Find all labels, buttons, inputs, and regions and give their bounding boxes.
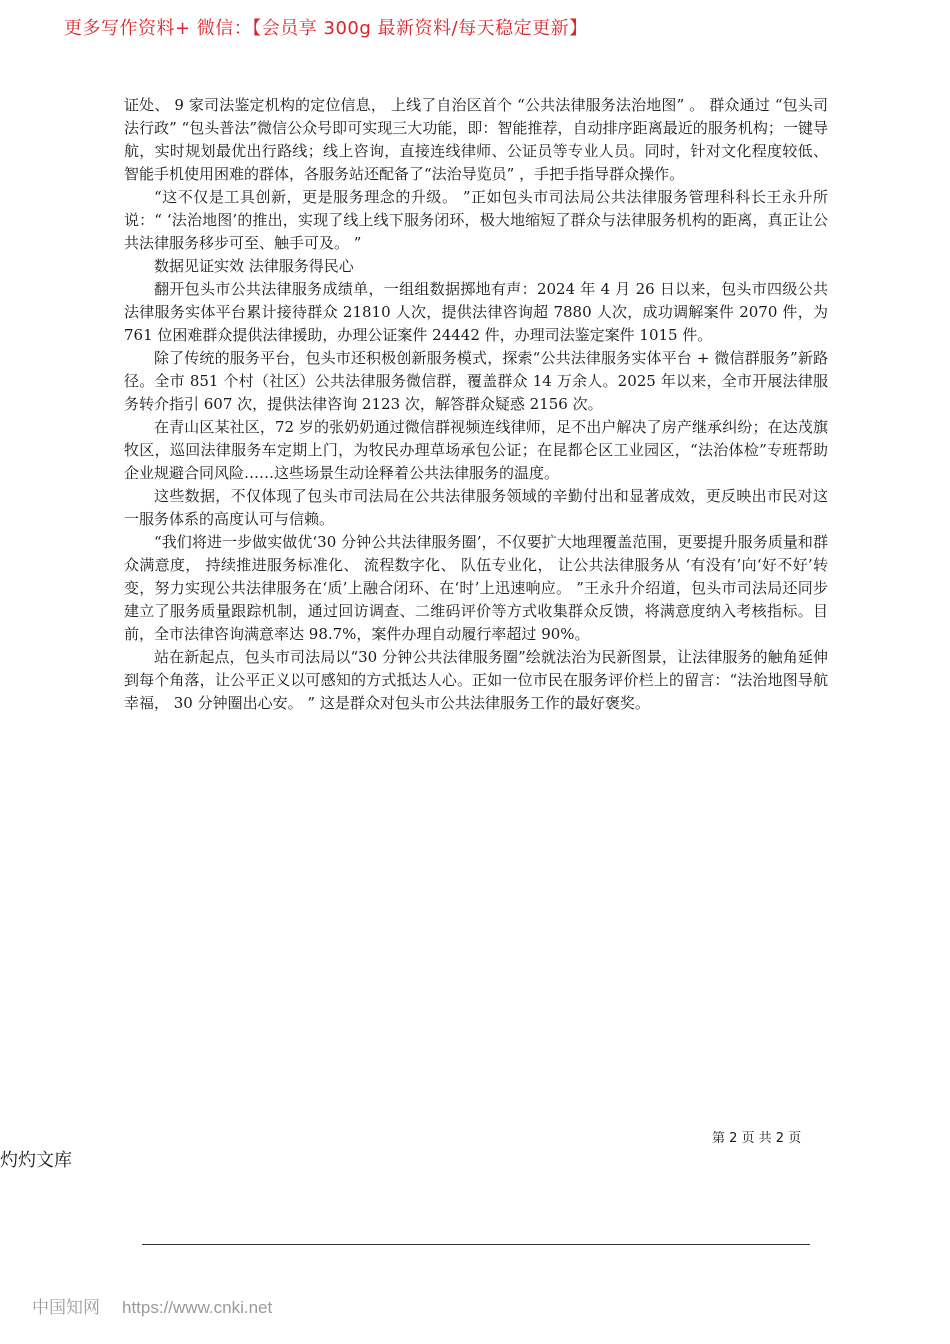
article-body bbox=[124, 94, 828, 715]
library-watermark: 灼灼文库 bbox=[0, 1150, 72, 1171]
paragraph: 这些数据，不仅体现了包头市司法局在公共法律服务领域的辛勤付出和显著成效，更反映出市民对这一服务体系的高度认可与信赖。 bbox=[124, 487, 828, 528]
paragraph: “我们将进一步做实做优‘30 分钟公共法律服务圈’，不仅要扩大地理覆盖范围，更要提升服务质量和群众满意度， 持续推进服务标准化、 流程数字化、 队伍专业化， 让公共法律服务从 ‘有没有’向‘好不好’转变，努力实现公共法律服务在‘质’上融合闭环、在‘时’上迅速响应。 ”王永升介绍道，包头市司法局还同步建立了服务质量跟踪机制，通过回访调查、二维码评价等方式收集群众反馈，将满意度纳入考核指标。目前，全市法律咨询满意率达 98.7%，案件办理自动履行率超过 90%。 bbox=[124, 533, 828, 643]
paragraph: 站在新起点，包头市司法局以“30 分钟公共法律服务圈”绘就法治为民新图景，让法律服务的触角延伸到每个角落，让公平正义以可感知的方式抵达人心。正如一位市民在服务评价栏上的留言：“法治地图导航幸福， 30 分钟圈出心安。 ” 这是群众对包头市公共法律服务工作的最好褒奖。 bbox=[124, 648, 828, 712]
footer-source bbox=[32, 1293, 294, 1318]
paragraph: 证处、 9 家司法鉴定机构的定位信息， 上线了自治区首个 “公共法律服务法治地图” 。 群众通过 “包头司法行政” “包头普法”微信公众号即可实现三大功能，即：智能推荐，自动排序距离最近的服务机构；一键导航，实时规划最优出行路线；线上咨询，直接连线律师、公证员等专业人员。同时，针对文化程度较低、智能手机使用困难的群体，各服务站还配备了“法治导览员” ，手把手指导群众操作。 bbox=[124, 96, 828, 183]
paragraph: “这不仅是工具创新，更是服务理念的升级。 ”正如包头市司法局公共法律服务管理科科长王永升所说：“ ‘法治地图’的推出，实现了线上线下服务闭环，极大地缩短了群众与法律服务机构的距离，真正让公共法律服务移步可至、触手可及。 ” bbox=[124, 188, 828, 252]
promo-banner: 更多写作资料+ 微信：【会员享 300g 最新资料/每天稳定更新】 bbox=[64, 18, 588, 39]
section-heading: 数据见证实效 法律服务得民心 bbox=[154, 257, 354, 275]
footer-divider bbox=[142, 1244, 810, 1245]
footer-site-name: 中国知网 bbox=[32, 1298, 100, 1317]
paragraph: 除了传统的服务平台，包头市还积极创新服务模式，探索“公共法律服务实体平台 + 微信群服务”新路径。全市 851 个村（社区）公共法律服务微信群，覆盖群众 14 万余人。2025 年以来，全市开展法律服务转介指引 607 次，提供法律咨询 2123 次，解答群众疑惑 2156 次。 bbox=[124, 349, 828, 413]
paragraph: 在青山区某社区，72 岁的张奶奶通过微信群视频连线律师，足不出户解决了房产继承纠纷；在达茂旗牧区，巡回法律服务车定期上门，为牧民办理草场承包公证；在昆都仑区工业园区，“法治体检”专班帮助企业规避合同风险……这些场景生动诠释着公共法律服务的温度。 bbox=[124, 418, 828, 482]
paragraph: 翻开包头市公共法律服务成绩单，一组组数据掷地有声：2024 年 4 月 26 日以来，包头市四级公共法律服务实体平台累计接待群众 21810 人次，提供法律咨询超 7880 人次，成功调解案件 2070 件，为 761 位困难群众提供法律援助，办理公证案件 24442 件，办理司法鉴定案件 1015 件。 bbox=[124, 280, 828, 344]
page-number: 第 2 页 共 2 页 bbox=[712, 1131, 802, 1146]
footer-url[interactable]: https://www.cnki.net bbox=[122, 1298, 273, 1317]
